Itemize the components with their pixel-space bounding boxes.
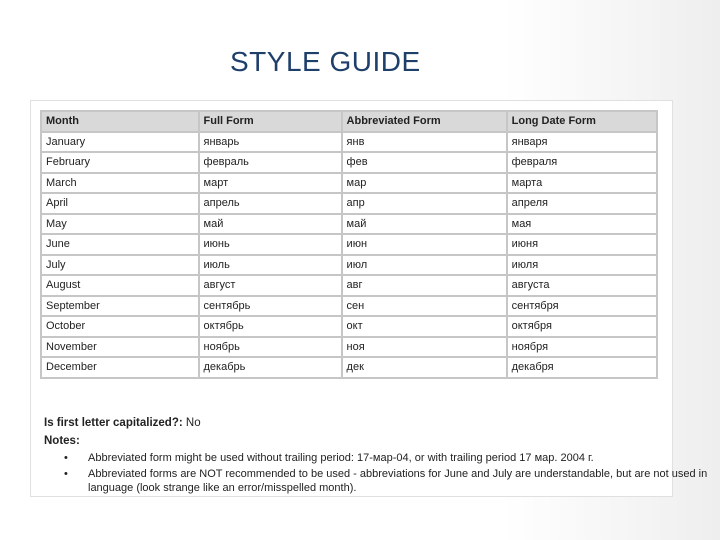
note-text: Abbreviated form might be used without trailing period: 17-мар-04, or with trailing period 17 мар. 2004 г. — [88, 452, 594, 464]
table-row — [41, 316, 657, 337]
cell-full-form: сентябрь — [199, 296, 342, 317]
cell-full-form: ноябрь — [199, 337, 342, 358]
cell-full-form: декабрь — [199, 357, 342, 378]
table-row — [41, 357, 657, 378]
cell-month: February — [41, 152, 199, 173]
cell-abbreviated-form: дек — [342, 357, 507, 378]
cell-month: November — [41, 337, 199, 358]
cell-long-date-form: октября — [507, 316, 657, 337]
capitalization-label: Is first letter capitalized?: — [44, 417, 183, 429]
header-full-form: Full Form — [199, 111, 342, 132]
cell-abbreviated-form: мар — [342, 173, 507, 194]
note-item — [64, 467, 708, 496]
cell-abbreviated-form: июн — [342, 234, 507, 255]
cell-full-form: июль — [199, 255, 342, 276]
cell-full-form: февраль — [199, 152, 342, 173]
table-body — [41, 132, 657, 378]
slide-title: STYLE GUIDE — [230, 46, 421, 77]
cell-long-date-form: марта — [507, 173, 657, 194]
capitalization-value: No — [185, 417, 201, 429]
cell-full-form: август — [199, 275, 342, 296]
cell-month: January — [41, 132, 199, 153]
note-text: Abbreviated forms are NOT recommended to be used - abbreviations for June and July are understandable, but are not used in language (look strange like an error/misspelled month). — [88, 467, 708, 494]
table-row — [41, 193, 657, 214]
note-item — [64, 451, 708, 466]
capitalization-line — [44, 417, 201, 429]
month-names-table — [40, 110, 658, 379]
cell-abbreviated-form: апр — [342, 193, 507, 214]
cell-full-form: март — [199, 173, 342, 194]
cell-full-form: июнь — [199, 234, 342, 255]
table-row — [41, 337, 657, 358]
cell-month: May — [41, 214, 199, 235]
cell-abbreviated-form: май — [342, 214, 507, 235]
cell-month: March — [41, 173, 199, 194]
cell-long-date-form: июля — [507, 255, 657, 276]
table-row — [41, 234, 657, 255]
notes-heading: Notes: — [44, 435, 80, 447]
notes-list — [44, 451, 708, 497]
table-header-row — [41, 111, 657, 132]
cell-abbreviated-form: авг — [342, 275, 507, 296]
cell-full-form: октябрь — [199, 316, 342, 337]
cell-abbreviated-form: янв — [342, 132, 507, 153]
table-row — [41, 173, 657, 194]
cell-long-date-form: декабря — [507, 357, 657, 378]
cell-month: August — [41, 275, 199, 296]
cell-month: July — [41, 255, 199, 276]
header-abbreviated-form: Abbreviated Form — [342, 111, 507, 132]
cell-month: October — [41, 316, 199, 337]
cell-long-date-form: июня — [507, 234, 657, 255]
cell-long-date-form: апреля — [507, 193, 657, 214]
table-row — [41, 296, 657, 317]
table-row — [41, 275, 657, 296]
cell-long-date-form: февраля — [507, 152, 657, 173]
cell-long-date-form: ноября — [507, 337, 657, 358]
cell-month: April — [41, 193, 199, 214]
cell-abbreviated-form: июл — [342, 255, 507, 276]
cell-abbreviated-form: сен — [342, 296, 507, 317]
cell-abbreviated-form: окт — [342, 316, 507, 337]
cell-full-form: январь — [199, 132, 342, 153]
bullet-icon: • — [64, 452, 68, 464]
header-month: Month — [41, 111, 199, 132]
table-row — [41, 255, 657, 276]
header-long-date-form: Long Date Form — [507, 111, 657, 132]
table-row — [41, 152, 657, 173]
cell-month: September — [41, 296, 199, 317]
table-row — [41, 214, 657, 235]
cell-long-date-form: августа — [507, 275, 657, 296]
cell-abbreviated-form: ноя — [342, 337, 507, 358]
cell-long-date-form: января — [507, 132, 657, 153]
cell-month: June — [41, 234, 199, 255]
table-row — [41, 132, 657, 153]
cell-long-date-form: сентября — [507, 296, 657, 317]
cell-month: December — [41, 357, 199, 378]
cell-abbreviated-form: фев — [342, 152, 507, 173]
bullet-icon: • — [64, 467, 68, 480]
style-guide-panel — [31, 101, 708, 496]
cell-full-form: апрель — [199, 193, 342, 214]
cell-full-form: май — [199, 214, 342, 235]
cell-long-date-form: мая — [507, 214, 657, 235]
